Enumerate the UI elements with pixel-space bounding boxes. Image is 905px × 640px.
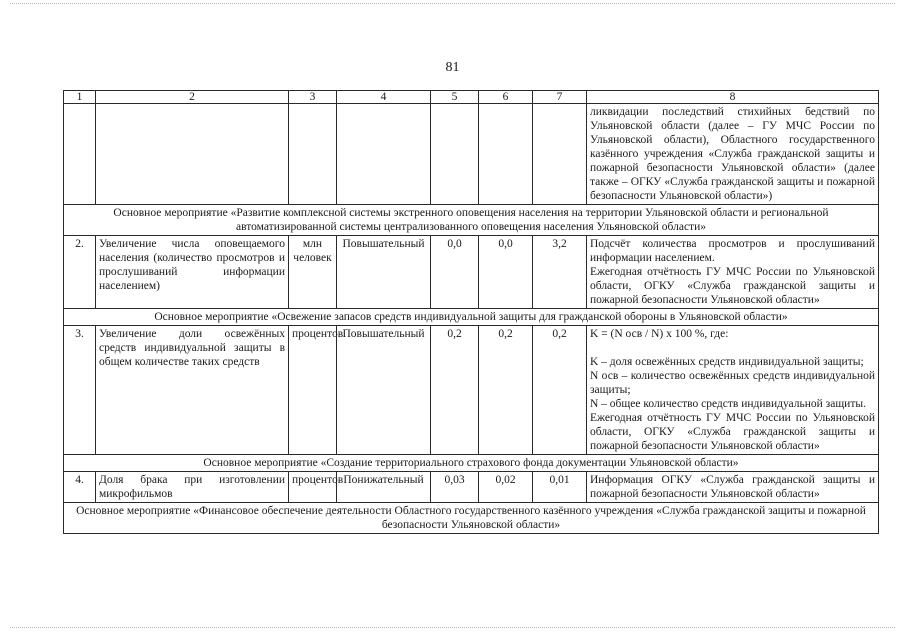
indicator-name: Увеличение доли освежённых средств индивидуальной защиты в общем количестве таких средств xyxy=(96,326,289,455)
header-col-6: 6 xyxy=(479,91,533,104)
method-line: Ежегодная отчётность ГУ МЧС России по Ульяновской области, ОГКУ «Служба гражданской защиты и пожарной безопасности Ульяновской области» xyxy=(590,412,875,452)
indicator-name: Увеличение числа оповещаемого населения (количество просмотров и прослушиваний информации населением) xyxy=(96,236,289,309)
section-title-4: Основное мероприятие «Финансовое обеспечение деятельности Областного государственного казённого учреждения «Служба гражданской защиты и пожарной безопасности Ульяновской области» xyxy=(64,503,879,534)
table-row-2 xyxy=(64,236,879,309)
indicator-method xyxy=(587,236,879,309)
section-row-1 xyxy=(64,205,879,236)
method-line: N осв – количество освежённых средств индивидуальной защиты; xyxy=(590,370,875,396)
indicator-unit: млн человек xyxy=(289,236,337,309)
header-col-1: 1 xyxy=(64,91,96,104)
indicator-type: Повышательный xyxy=(337,326,431,455)
value-2: 0,2 xyxy=(479,326,533,455)
section-title-1: Основное мероприятие «Развитие комплексной системы экстренного оповещения населения на территории Ульяновской области и региональной автоматизированной системы централизованного оповещения населения Ульяновской области» xyxy=(64,205,879,236)
method-line: Ежегодная отчётность ГУ МЧС России по Ульяновской области, ОГКУ «Служба гражданской защиты и пожарной безопасности Ульяновской области» xyxy=(590,266,875,306)
table-row-3 xyxy=(64,326,879,455)
method-line: Подсчёт количества просмотров и прослушиваний информации населением. xyxy=(590,238,875,264)
indicator-method: Информация ОГКУ «Служба гражданской защиты и пожарной безопасности Ульяновской области» xyxy=(587,472,879,503)
row-number: 2. xyxy=(64,236,96,309)
indicator-type: Повышательный xyxy=(337,236,431,309)
value-2: 0,0 xyxy=(479,236,533,309)
header-col-2: 2 xyxy=(96,91,289,104)
value-3: 0,2 xyxy=(533,326,587,455)
formula: K = (N осв / N) x 100 %, где: xyxy=(590,328,729,340)
continued-description: ликвидации последствий стихийных бедствий по Ульяновской области (далее – ГУ МЧС России по Ульяновской области), Областного государственного казённого учреждения «Служба гражданской защиты и пожарной безопасности Ульяновской области» (далее также – ОГКУ «Служба гражданской защиты и пожарной безопасности Ульяновской области») xyxy=(587,104,879,205)
scan-edge-bottom xyxy=(10,627,895,628)
scan-edge-top xyxy=(10,3,895,4)
indicators-table xyxy=(63,90,879,534)
value-2: 0,02 xyxy=(479,472,533,503)
header-col-3: 3 xyxy=(289,91,337,104)
table-row-continued xyxy=(64,104,879,205)
indicator-method xyxy=(587,326,879,455)
section-title-2: Основное мероприятие «Освежение запасов средств индивидуальной защиты для гражданской обороны в Ульяновской области» xyxy=(64,309,879,326)
value-3: 0,01 xyxy=(533,472,587,503)
section-row-4 xyxy=(64,503,879,534)
header-col-8: 8 xyxy=(587,91,879,104)
section-title-3: Основное мероприятие «Создание территориального страхового фонда документации Ульяновской области» xyxy=(64,455,879,472)
page-number: 81 xyxy=(445,60,460,75)
header-col-4: 4 xyxy=(337,91,431,104)
indicator-name: Доля брака при изготовлении микрофильмов xyxy=(96,472,289,503)
row-number: 3. xyxy=(64,326,96,455)
header-row xyxy=(64,91,879,104)
header-col-7: 7 xyxy=(533,91,587,104)
table-row-4 xyxy=(64,472,879,503)
indicator-type: Понижательный xyxy=(337,472,431,503)
header-col-5: 5 xyxy=(431,91,479,104)
section-row-2 xyxy=(64,309,879,326)
section-row-3 xyxy=(64,455,879,472)
value-1: 0,03 xyxy=(431,472,479,503)
indicator-unit: процентов xyxy=(289,472,337,503)
method-line: K – доля освежённых средств индивидуальной защиты; xyxy=(590,356,864,368)
indicator-unit: процентов xyxy=(289,326,337,455)
row-number: 4. xyxy=(64,472,96,503)
value-1: 0,0 xyxy=(431,236,479,309)
method-line: N – общее количество средств индивидуальной защиты. xyxy=(590,398,866,410)
value-1: 0,2 xyxy=(431,326,479,455)
value-3: 3,2 xyxy=(533,236,587,309)
